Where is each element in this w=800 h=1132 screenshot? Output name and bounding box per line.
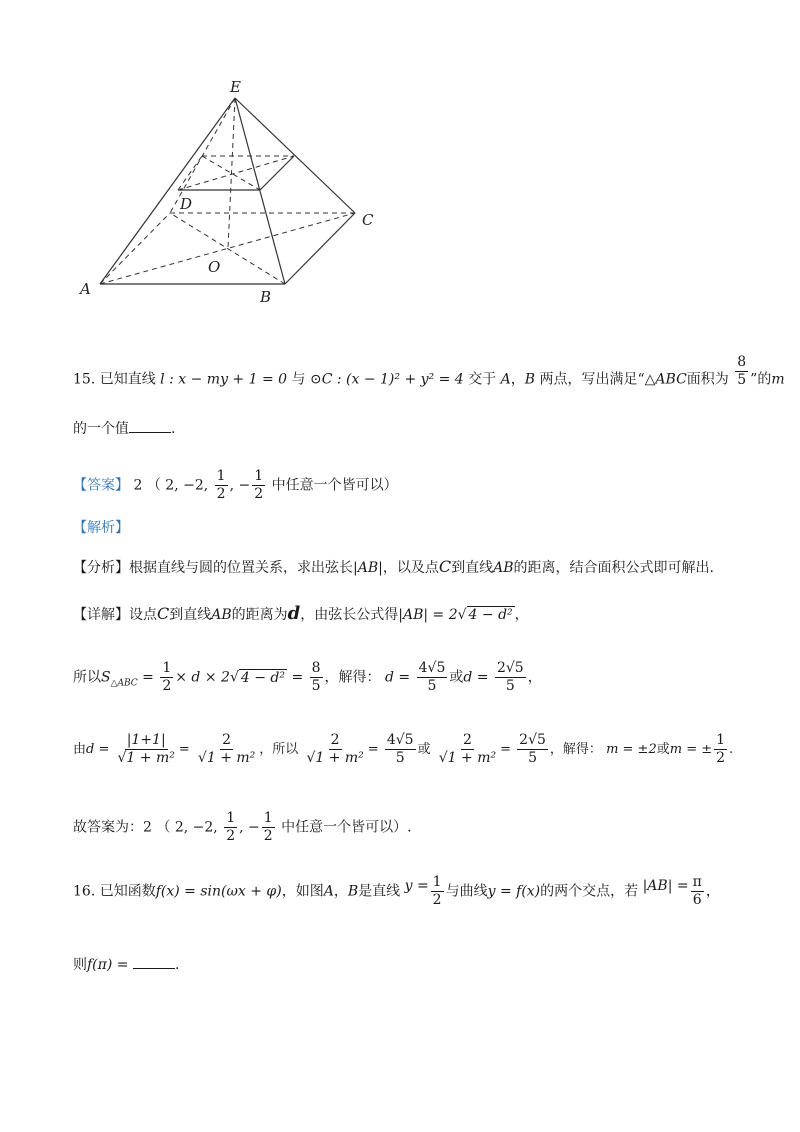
- diag-BD: [170, 213, 285, 284]
- frac-den: 2: [716, 750, 726, 766]
- label-O: O: [208, 258, 221, 276]
- frac-den: 5: [395, 750, 405, 766]
- frac-num: 1: [254, 468, 264, 484]
- conclusion-frac1: [224, 810, 237, 845]
- step2-or2: 或: [656, 742, 670, 757]
- xiangjie-t2: 到直线: [169, 607, 212, 623]
- frac-den: 2: [263, 828, 273, 844]
- xiangjie-line: 【详解】设点C到直线AB的距离为d，由弦长公式得|AB| = 2√ 4 − d² ，: [73, 603, 529, 624]
- frac-num: 8: [311, 660, 321, 676]
- q16-curve: y = f(x): [487, 883, 541, 900]
- q16-t2: ，如图: [281, 883, 324, 900]
- conclusion-value: 2: [143, 819, 152, 836]
- q16-answer-blank[interactable]: [133, 954, 175, 969]
- answer-tag: 【答案】: [73, 477, 129, 494]
- q15-line-eq: l : x − my + 1 = 0: [160, 371, 288, 388]
- frac-num: 8: [737, 354, 747, 370]
- q16-y: y =: [404, 877, 429, 894]
- frac-num: |1+1|: [126, 732, 166, 748]
- xiangjie-tag: 【详解】: [73, 607, 129, 623]
- conclusion-list-pre: 2, −2,: [174, 819, 218, 836]
- fenxi-t2: ，以及点: [382, 560, 439, 576]
- step2-eq2: =: [367, 742, 379, 757]
- fenxi-t1: 根据直线与圆的位置关系，求出弦长: [129, 560, 353, 576]
- step2-frac-c: [304, 732, 365, 767]
- section-left: [178, 156, 202, 190]
- step2-or: 或: [417, 742, 431, 757]
- frac-den: 2: [162, 678, 172, 694]
- q16-point-a: A: [323, 883, 334, 900]
- step1-frac-d2: [495, 660, 526, 695]
- q16-t5: 的两个交点，若: [540, 883, 639, 900]
- q15-number: 15.: [73, 371, 96, 388]
- step1-t2: ，解得：: [324, 669, 381, 686]
- step1-eq2: =: [291, 669, 304, 686]
- conclusion-paren-text: 中任意一个皆可以）: [281, 819, 408, 836]
- edge-EA: [100, 98, 235, 284]
- step2-end: .: [729, 742, 734, 757]
- q15-of-m: ”的: [750, 371, 772, 388]
- fenxi-ab2: AB: [493, 560, 514, 576]
- q16-point-b: B: [347, 883, 359, 900]
- pyramid-figure: [70, 70, 410, 320]
- answer-list-mid: , −: [229, 477, 251, 494]
- frac-den: 5: [311, 678, 321, 694]
- step1-d1: d =: [385, 669, 411, 686]
- edge-BC: [285, 213, 355, 284]
- q15-area-fraction: [735, 354, 748, 389]
- label-D: D: [180, 195, 193, 213]
- frac-den: 2: [432, 892, 442, 908]
- frac-den: 5: [505, 678, 515, 694]
- q15-line2-text: 的一个值: [73, 421, 129, 437]
- step1-mid: × d × 2: [175, 669, 230, 686]
- frac-num: 4√5: [418, 660, 446, 676]
- frac-num: 2: [330, 732, 340, 748]
- label-C: C: [362, 211, 374, 229]
- answer-value: 2: [133, 477, 143, 494]
- answer-paren-text: 中任意一个皆可以）: [271, 477, 398, 494]
- conclusion-line: [73, 810, 412, 845]
- xiangjie-t4: ，由弦长公式得: [300, 607, 399, 623]
- edge-EC: [235, 98, 355, 213]
- step2-t2: ，所以: [259, 742, 299, 757]
- analysis-tag: 【解析】: [73, 520, 129, 536]
- q15-area-is: 面积为: [686, 371, 729, 388]
- xiangjie-c: C: [157, 604, 170, 623]
- frac-den: 5: [737, 372, 747, 388]
- step2-t1: 由: [73, 742, 87, 757]
- step1-line: 所以$S_{\triangle ABC}$ = $\frac{1}{2}$ × d × 2√ 4 − d² = $\frac{8}{5}$ ，解得： d = $\frac{4√5}{5}$ 或d = $\frac{2√5}{5}$ ，: [73, 660, 542, 694]
- step1-s: S: [101, 669, 111, 686]
- q15-m: m: [771, 371, 785, 388]
- frac-den: √1 + m²: [438, 750, 497, 766]
- step2-frac-b: [196, 732, 257, 767]
- q15-meet: 交于: [468, 371, 497, 388]
- frac-den: 2: [216, 486, 226, 502]
- height-EO: [228, 98, 235, 248]
- conclusion-t1: 故答案为：: [73, 819, 143, 836]
- pyramid-diagram: [70, 70, 410, 320]
- q15-line1: [73, 354, 785, 397]
- q16-t6: ，: [705, 883, 720, 900]
- label-A: A: [80, 280, 91, 298]
- step2-line: [73, 732, 733, 767]
- answer-paren: （: [146, 477, 161, 494]
- step1-t1: 所以: [73, 669, 101, 686]
- frac-den: 5: [528, 750, 537, 766]
- step2-eq3: =: [500, 742, 512, 757]
- answer-line: [73, 468, 398, 503]
- frac-den: 2: [226, 828, 236, 844]
- step1-frac-d1: [417, 660, 448, 695]
- q15-two-points: 两点，写出满足“: [539, 371, 645, 388]
- step2-m2: m = ±: [669, 742, 713, 757]
- step1-frac-85: [310, 660, 323, 695]
- xiangjie-d: d: [287, 603, 301, 624]
- answer-frac1: [215, 468, 228, 503]
- q16-ab: |AB| =: [642, 877, 689, 894]
- frac-num: 1: [432, 874, 442, 890]
- frac-den: 5: [427, 678, 437, 694]
- xiangjie-root: 4 − d²: [468, 607, 513, 623]
- frac-num: 1: [263, 810, 273, 826]
- q16-line1: [73, 874, 720, 909]
- xiangjie-eq: |AB| = 2: [398, 607, 458, 623]
- q15-period: .: [171, 421, 176, 437]
- frac-num: 2√5: [496, 660, 524, 676]
- label-E: E: [230, 78, 241, 96]
- q15-comma: ，: [510, 371, 525, 388]
- step2-frac-e: [437, 732, 498, 767]
- q16-comma: ，: [333, 883, 348, 900]
- q16-frac-half: [431, 874, 444, 909]
- step2-m1: m = ±2: [606, 742, 657, 757]
- frac-num: 1: [162, 660, 172, 676]
- step1-d2: d =: [463, 669, 489, 686]
- step2-frac-f: [517, 732, 548, 767]
- q15-point-a: A: [500, 371, 511, 388]
- analysis-line: [73, 518, 129, 538]
- step2-frac-g: [714, 732, 727, 767]
- xiangjie-t1: 设点: [129, 607, 157, 623]
- frac-num: 2: [462, 732, 472, 748]
- step1-frac-half: [160, 660, 173, 695]
- frac-num: 1: [216, 468, 226, 484]
- q16-frac-pi6: [691, 874, 704, 909]
- q15-with: 与: [291, 371, 306, 388]
- step1-sub: △ABC: [110, 678, 138, 689]
- fenxi-t4: 的距离，结合面积公式即可解出.: [513, 560, 714, 576]
- q16-t3: 是直线: [358, 883, 401, 900]
- conclusion-list-mid: , −: [239, 819, 260, 836]
- step2-frac-d: [385, 732, 416, 767]
- edge-AD: [100, 213, 170, 284]
- fenxi-line: [73, 557, 714, 578]
- q16-fpi: f(π) =: [87, 957, 129, 973]
- frac-den: √1 + m²: [306, 750, 364, 766]
- q16-period: .: [174, 957, 180, 973]
- q16-func: f(x) = sin(ωx + φ): [155, 883, 282, 900]
- step1-or: 或: [449, 669, 464, 686]
- frac-num: 2: [222, 732, 232, 748]
- frac-num: 2√5: [519, 732, 546, 748]
- xiangjie-ab: AB: [211, 607, 232, 623]
- fenxi-ab: |AB|: [353, 560, 383, 576]
- q16-line2-pre: 则: [73, 957, 87, 973]
- fenxi-tag: 【分析】: [73, 560, 129, 576]
- frac-den: √1 + m²: [117, 750, 175, 766]
- step2-d: d =: [86, 742, 110, 757]
- frac-num: 4√5: [386, 732, 414, 748]
- step1-t3: ，: [527, 669, 542, 686]
- q15-triangle: △ABC: [644, 371, 687, 388]
- conclusion-frac2: [262, 810, 275, 845]
- answer-list-pre: 2, −2,: [165, 477, 209, 494]
- xiangjie-t3: 的距离为: [231, 607, 288, 623]
- label-B: B: [260, 288, 272, 306]
- q15-line2: [73, 418, 175, 439]
- frac-den: 6: [692, 892, 702, 908]
- conclusion-paren: （: [156, 819, 171, 836]
- q16-t1: 已知函数: [99, 883, 156, 900]
- step1-root: 4 − d²: [240, 669, 285, 686]
- edge-EB: [235, 98, 285, 284]
- frac-den: √1 + m²: [197, 750, 256, 766]
- frac-num: 1: [226, 810, 236, 826]
- q15-point-b: B: [524, 371, 536, 388]
- q16-number: 16.: [73, 883, 96, 900]
- q16-t4: 与曲线: [445, 883, 488, 900]
- step2-frac-a: [116, 732, 177, 767]
- xiangjie-t5: ，: [514, 607, 529, 623]
- q15-intro: 已知直线: [99, 371, 156, 388]
- answer-frac2: [252, 468, 265, 503]
- conclusion-end: .: [407, 819, 412, 836]
- fenxi-t3: 到直线: [451, 560, 494, 576]
- frac-num: π: [692, 874, 702, 890]
- step2-eq: =: [178, 742, 190, 757]
- q16-line2: [73, 954, 179, 975]
- q15-circle-eq: ⊙C : (x − 1)² + y² = 4: [309, 371, 464, 388]
- q15-answer-blank[interactable]: [129, 418, 171, 433]
- fenxi-c: C: [438, 557, 452, 576]
- step2-t3: ，解得：: [549, 742, 602, 757]
- step1-eq: =: [142, 669, 154, 686]
- frac-den: 2: [254, 486, 264, 502]
- frac-num: 1: [716, 732, 726, 748]
